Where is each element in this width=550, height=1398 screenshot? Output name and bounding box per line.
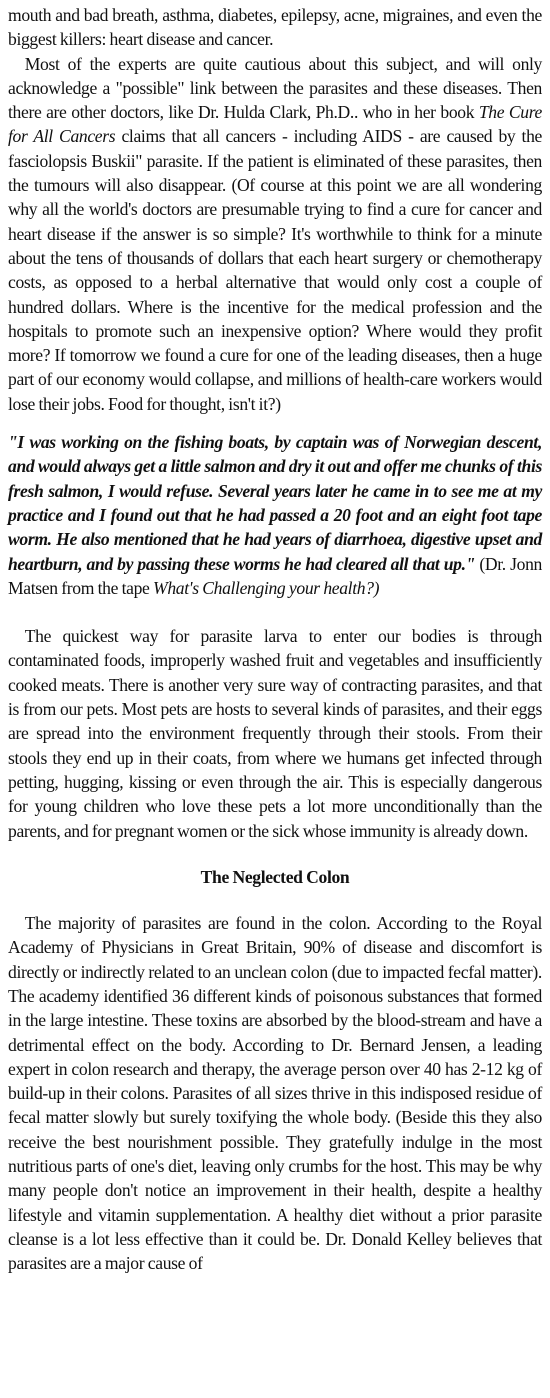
- section-heading: The Neglected Colon: [200, 866, 350, 887]
- paragraph-colon: The majority of parasites are found in the colon. According to the Royal Academy of Physicians in Great Britain, 90% of disease and discomfort is directly or indirectly related to an unclean colon (due to impacted fecfal matter). The academy identified 36 different kinds of poisonous substances that formed in the large intestine. These toxins are absorbed by the blood-stream and have a detrimental effect on the body. According to Dr. Bernard Jensen, a leading expert in colon research and therapy, the average person over 40 has 2-12 kg of build-up in their colons. Parasites of all sizes thrive in this indisposed residue of fecal matter slowly but surely toxifying the whole body. (Beside this they also receive the best nourishment possible. They gratefully indulge in the most nutritious parts of one's diet, leaving only crumbs for the host. This may be why many people don't notice an improvement in their health, despite a healthy lifestyle and vitamin supplementation. A healthy diet without a prior parasite cleanse is a lot less effective than it could be. Dr. Donald Kelley believes that parasites are a major cause of: [8, 913, 542, 1274]
- paragraph-diseases: mouth and bad breath, asthma, diabetes, epilepsy, acne, migraines, and even the biggest killers: heart disease and cancer.: [8, 5, 542, 50]
- quote-block: [8, 430, 542, 600]
- quote-source: What's Challenging your health?): [153, 577, 380, 598]
- document-page: [8, 3, 542, 1276]
- paragraph-experts-text-start: Most of the experts are quite cautious about this subject, and will only acknowledge a "possible" link between the parasites and these diseases. Then there are other doctors, like Dr. Hulda Clark, Ph.D.. who in her book: [8, 53, 542, 123]
- quote-text: "I was working on the fishing boats, by captain was of Norwegian descent, and would always get a little salmon and dry it out and offer me chunks of this fresh salmon, I would refuse. Several years later he came in to see me at my practice and I found out that he had passed a 20 foot and an eight foot tape worm. He also mentioned that he had years of diarrhoea, digestive upset and heartburn, and by passing these worms he had cleared all that up.": [8, 432, 542, 574]
- paragraph-experts-text-end: claims that all cancers - including AIDS - are caused by the fasciolopsis Buskii" parasite. If the patient is eliminated of these parasites, then the tumours will also disappear. (Of course at this point we are all wondering why all the world's doctors are presumable trying to find a cure for cancer and heart disease if the answer is so simple? It's worthwhile to think for a minute about the tens of thousands of dollars that each heart surgery or chemotherapy costs, as opposed to a herbal alternative that would only cost a couple of hundred dollars. Where is the incentive for the medical profession and the hospitals to promote such an inexpensive option? Where would they profit more? If tomorrow we found a cure for one of the leading diseases, then a huge part of our economy would collapse, and millions of health-care workers would lose their jobs. Food for thought, isn't it?): [8, 126, 542, 414]
- paragraph-experts: [8, 52, 542, 416]
- quote-attribution: (Dr. Jonn Matsen from the tape: [8, 553, 543, 598]
- paragraph-parasite-entry: The quickest way for parasite larva to enter our bodies is through contaminated foods, improperly washed fruit and vegetables and insufficiently cooked meats. There is another very sure way of contracting parasites, and that is from our pets. Most pets are hosts to several kinds of parasites, and their eggs are spread into the environment frequently through their stools. From their stools they end up in their coats, from where we humans get infected through petting, hugging, kissing or even through the air. This is especially dangerous for young children who love these pets a lot more unconditionally than the parents, and for pregnant women or the sick whose immunity is already down.: [8, 626, 542, 841]
- book-title: The Cure for All Cancers: [8, 102, 542, 147]
